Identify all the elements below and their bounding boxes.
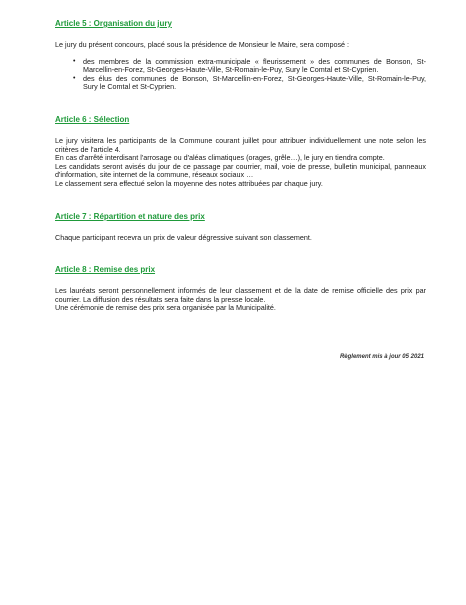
article-7-text: Chaque participant recevra un prix de valeur dégressive suivant son classement.: [55, 232, 312, 242]
article-5-section: [55, 19, 426, 92]
article-5-heading: Article 5 : Organisation du jury: [55, 19, 172, 28]
article-8-line: Les lauréats seront personnellement informés de leur classement et de la date de remise officielle des prix par courrier. La diffusion des résultats sera faite dans la presse locale.: [55, 286, 426, 304]
article-6-line: Le jury visitera les participants de la Commune courant juillet pour attribuer individuellement une note selon les critères de l'article 4.: [55, 135, 426, 154]
article-6-line: Le classement sera effectué selon la moyenne des notes attribuées par chaque jury.: [55, 178, 323, 188]
list-item: [73, 73, 426, 92]
bullet-icon: •: [73, 57, 76, 65]
article-8-section: [55, 265, 426, 313]
article-5-intro: Le jury du présent concours, placé sous la présidence de Monsieur le Maire, sera composé :: [55, 40, 350, 49]
article-6-heading: Article 6 : Sélection: [55, 114, 130, 124]
list-item: [73, 56, 426, 75]
article-6-line: Les candidats seront avisés du jour de ce passage par courrier, mail, voie de presse, bulletin municipal, panneaux d'information, site internet de la commune, réseaux sociaux …: [55, 161, 426, 180]
bullet-text: des élus des communes de Bonson, St-Marcellin-en-Forez, St-Georges-Haute-Ville, St-Romain-le-Puy, Sury le Comtal et St-Cyprien.: [83, 73, 426, 92]
footer-update-note: Règlement mis à jour 05 2021: [339, 354, 424, 360]
bullet-text: des membres de la commission extra-municipale « fleurissement » des communes de Bonson, St-Marcellin-en-Forez, St-Georges-Haute-Ville, St-Romain-le-Puy, Sury le Comtal et St-Cyprien.: [83, 56, 426, 75]
article-7-section: [55, 212, 426, 243]
article-5-bullet-list: [55, 58, 426, 92]
article-6-line: En cas d'arrêté interdisant l'arrosage ou d'aléas climatiques (orages, grêle…), le jury en tiendra compte.: [55, 153, 385, 163]
bullet-icon: •: [73, 74, 76, 82]
article-8-heading: Article 8 : Remise des prix: [55, 265, 156, 275]
article-7-heading: Article 7 : Répartition et nature des prix: [55, 211, 205, 221]
article-8-line: Une cérémonie de remise des prix sera organisée par la Municipalité.: [55, 303, 276, 313]
article-6-section: [55, 115, 426, 189]
